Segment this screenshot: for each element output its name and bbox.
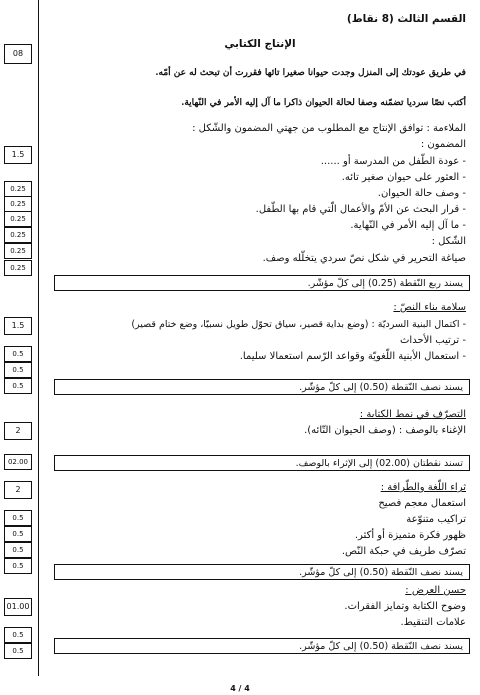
language-item: استعمال معجم فصيح	[378, 498, 466, 509]
score-structure: 1.5	[4, 317, 32, 335]
score-relevance-item: 0.25	[4, 260, 32, 276]
score-relevance-item: 0.25	[4, 181, 32, 197]
page-number: 4 / 4	[230, 684, 250, 693]
content-item: - ما آل إليه الأمر في النّهاية.	[350, 220, 466, 231]
structure-item: - ترتيب الأحداث	[400, 335, 466, 346]
score-relevance-item: 0.25	[4, 211, 32, 227]
score-structure-item: 0.5	[4, 346, 32, 362]
prompt-line-2: أكتب نصّا سرديا تضمّنه وصفا لحالة الحيوان ذاكرا ما آل إليه الأمر في النّهاية.	[181, 98, 466, 108]
language-item: ظهور فكرة متميزة أو أكثر.	[354, 530, 466, 541]
score-writing: 2	[4, 422, 32, 440]
note-box-presentation: يسند نصف النّقطة (0.50) إلى كلّ مؤشّر.	[54, 638, 470, 654]
content-title: المضمون :	[420, 139, 466, 150]
score-language-item: 0.5	[4, 526, 32, 542]
score-presentation-item: 0.5	[4, 643, 32, 659]
prompt-line-1: في طريق عودتك إلى المنزل وجدت حيوانا صغيرا تائها فقررت أن تبحث له عن أمّه.	[155, 68, 466, 78]
margin-rule	[38, 0, 39, 676]
score-language-item: 0.5	[4, 558, 32, 574]
content-item: - وصف حالة الحيوان.	[377, 188, 466, 199]
score-total: 08	[4, 44, 32, 64]
score-relevance-item: 0.25	[4, 196, 32, 212]
note-box-language: يسند نصف النّقطة (0.50) إلى كلّ مؤشّر.	[54, 564, 470, 580]
structure-item: - اكتمال البنية السرديّة : (وضع بداية قصير، سياق تحوّل طويل نسبيّا، وضع ختام قصير)	[131, 319, 466, 330]
writing-text: الإغناء بالوصف : (وصف الحيوان التّائه).	[304, 425, 466, 436]
score-language-item: 0.5	[4, 510, 32, 526]
content-item: - قرار البحث عن الأمّ والأعمال الّتي قام بها الطّفل.	[255, 204, 466, 215]
structure-title: سلامة بناء النصّ :	[393, 302, 466, 313]
score-relevance: 1.5	[4, 146, 32, 164]
writing-title: التصرّف في نمط الكتابة :	[359, 409, 466, 420]
form-title: الشّكل :	[431, 236, 466, 247]
score-relevance-item: 0.25	[4, 243, 32, 259]
note-box-relevance: يسند ربع النّقطة (0.25) إلى كلّ مؤشّر.	[54, 275, 470, 291]
score-language-item: 0.5	[4, 542, 32, 558]
note-box-structure: يسند نصف النّقطة (0.50) إلى كلّ مؤشّر.	[54, 379, 470, 395]
score-language: 2	[4, 481, 32, 499]
language-item: تراكيب متنوّعة	[406, 514, 466, 525]
score-relevance-item: 0.25	[4, 227, 32, 243]
content-item: - عودة الطّفل من المدرسة أو ......	[320, 156, 466, 167]
score-structure-item: 0.5	[4, 362, 32, 378]
presentation-title: حسن العرض :	[405, 585, 466, 596]
structure-item: - استعمال الأبنية اللّغويّة وقواعد الرّسم استعمالا سليما.	[239, 351, 466, 362]
presentation-item: وضوح الكتابة وتمايز الفقرات.	[344, 601, 466, 612]
content-item: - العثور على حيوان صغير تائه.	[341, 172, 466, 183]
page-subtitle: الإنتاج الكتابي	[224, 38, 296, 50]
note-box-writing: تسند نقطتان (02.00) إلى الإثراء بالوصف.	[54, 455, 470, 471]
score-writing-item: 02.00	[4, 454, 32, 470]
form-text: صياغة التحرير في شكل نصّ سردي يتخلّله وصف.	[262, 253, 466, 264]
score-structure-item: 0.5	[4, 378, 32, 394]
score-presentation: 01.00	[4, 598, 32, 616]
language-title: ثراء اللّغة والطّرافة :	[380, 482, 466, 493]
language-item: تصرّف طريف في حبكة النّص.	[341, 546, 466, 557]
score-presentation-item: 0.5	[4, 627, 32, 643]
presentation-item: علامات التنقيط.	[400, 617, 466, 628]
section-title: القسم الثالث (8 نقاط)	[346, 13, 466, 25]
relevance-title: الملاءمة : توافق الإنتاج مع المطلوب من جهتي المضمون والشّكل :	[192, 123, 466, 134]
